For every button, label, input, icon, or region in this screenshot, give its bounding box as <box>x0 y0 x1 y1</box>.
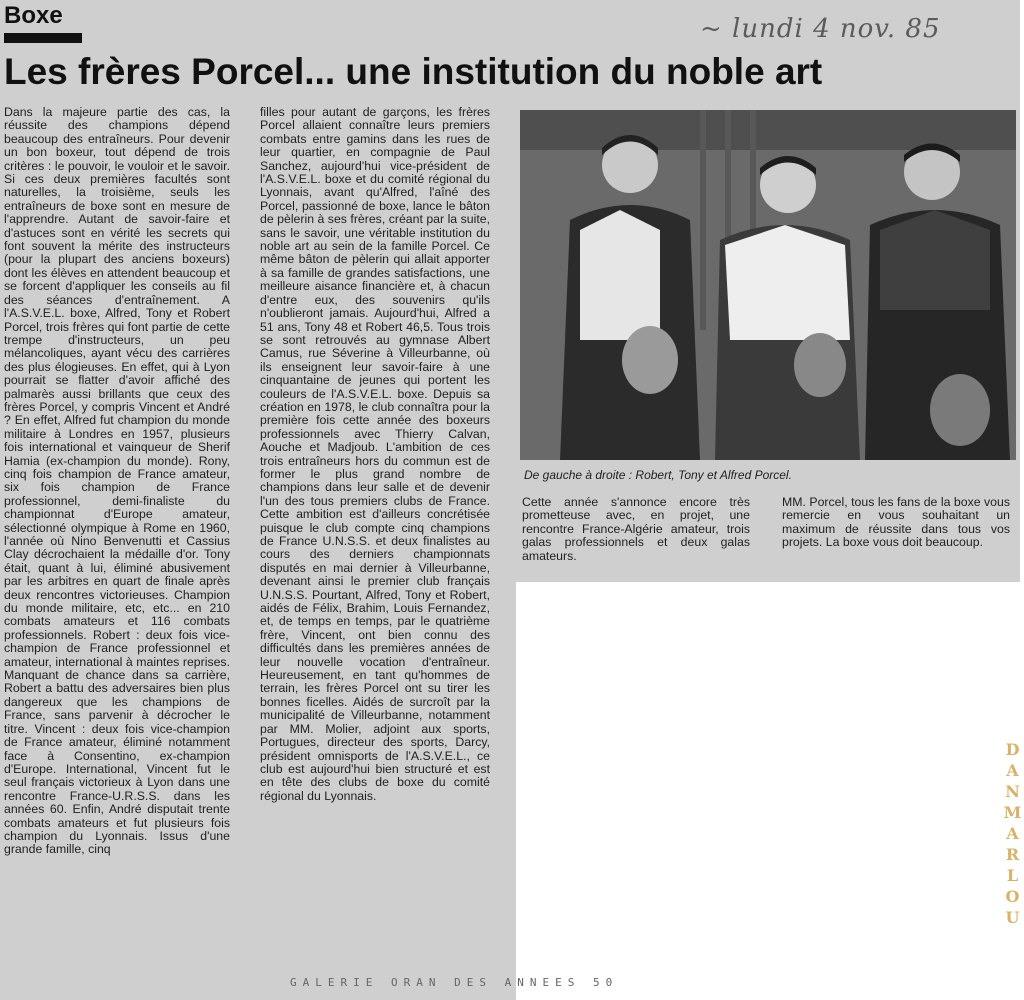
section-underline <box>4 33 82 43</box>
photo-caption: De gauche à droite : Robert, Tony et Alfred Porcel. <box>524 468 792 482</box>
column-3-text: Cette année s'annonce encore très prometteuse avec, en projet, une rencontre France-Algérie amateur, trois galas professionnels et deux galas amateurs. <box>522 495 750 563</box>
blank-area <box>516 582 1024 1000</box>
article-column-4 <box>782 496 1010 550</box>
photo-porcel-brothers <box>520 110 1016 460</box>
article-column-1 <box>4 106 230 986</box>
column-4-text: MM. Porcel, tous les fans de la boxe vous remercie en vous souhaitant un maximum de réussite dans tous vos projets. La boxe vous doit beaucoup. <box>782 495 1010 550</box>
section-label: Boxe <box>4 2 63 29</box>
article-column-3 <box>522 496 750 563</box>
footer-credit: GALERIE ORAN DES ANNEES 50 <box>290 976 619 989</box>
column-2-text: filles pour autant de garçons, les frères Porcel allaient connaître leurs premiers combats entre gamins dans les rues de leur quartier, en compagnie de Paul Sanchez, aujourd'hui vice-président de l'A.S.V.E.L. boxe et du comité régional du Lyonnais, avant qu'Alfred, l'aîné des Porcel, passionné de boxe, lance le bâton de pèlerin à ses frères, créant par la suite, sans le savoir, une véritable institution du noble art au sein de la famille Porcel. Ce même bâton de pèlerin qui allait apporter à sa famille de grandes satisfactions, une meilleure aisance financière et, à chacun d'entre eux, des souvenirs qu'ils n'oublieront jamais. Aujourd'hui, Alfred a 51 ans, Tony 48 et Robert 46,5. Tous trois se sont retrouvés au gymnase Albert Camus, rue Séverine à Villeurbanne, où ils enseignent leur savoir-faire à une cinquantaine de jeunes qui portent les couleurs de l'A.S.V.E.L. boxe. Depuis sa création en 1978, le club connaîtra pour la première fois cette année des boxeurs professionnels avec Thierry Calvan, Aouche et Madjoub. L'ambition de ces trois entraîneurs hors du commun est de former le plus grand nombre de champions dans leur salle et de devenir l'un des tous premiers clubs de France. Cette ambition est d'ailleurs concrétisée puisque le club compte cinq champions de France U.N.S.S. et deux finalistes au cours des derniers championnats disputés en mai dernier à Villeurbanne, devenant ainsi le premier club français U.N.S.S. Pourtant, Alfred, Tony et Robert, aidés de Félix, Brahim, Louis Fernandez, et, de temps en temps, par le quatrième frère, Vincent, ont bien connu des difficultés dans les premières années de leur nouvelle vocation d'entraîneur. Heureusement, en tant qu'hommes de terrain, les frères Porcel ont su tirer les bonnes ficelles. Aidés de surcroît par la municipalité de Villeurbanne, notamment par MM. Molier, adjoint aux sports, Portugues, directeur des sports, Darcy, président omnisports de l'A.S.V.E.L., ce club est aujourd'hui bien structuré et est en tête des clubs de boxe du comité régional du Lyonnais. <box>260 105 490 803</box>
photo-illustration <box>520 110 1016 460</box>
column-1-text: Dans la majeure partie des cas, la réussite des champions dépend beaucoup des entraîneurs. Pour devenir un bon boxeur, tout dépend de trois critères : le pouvoir, le vouloir et le savoir. Si ces deux premières facultés sont naturelles, la troisième, seuls les entraîneurs de boxe sont en mesure de l'apprendre. Autant de savoir-faire et d'astuces sont en vérité les secrets qui font souvent la mérite des instructeurs (pour la plupart des anciens boxeurs) dont les élèves en attendent beaucoup et se forcent d'appliquer les conseils au fil des séances d'entraînement. A l'A.S.V.E.L. boxe, Alfred, Tony et Robert Porcel, trois frères qui font partie de cette trempe d'instructeurs, un peu mélancoliques, ayant vécu des carrières des plus élogieuses. En effet, qui à Lyon pourrait se flatter d'avoir affiché des palmarès aussi brillants que ceux des frères Porcel, y compris Vincent et André ? En effet, Alfred fut champion du monde militaire à Londres en 1957, plusieurs fois international et vainqueur de Sherif Hamia (ex-champion du monde). Rony, cinq fois champion de France amateur, six fois champion de France professionnel, demi-finaliste du championnat d'Europe amateur, sélectionné olympique à Rome en 1960, l'année où Nino Benvenutti et Cassius Clay décrochaient la médaille d'or. Tony était, quant à lui, éliminé abusivement par les arbitres en quart de finale après deux rencontres victorieuses. Champion du monde militaire, etc, etc... en 210 combats amateurs et 116 combats professionnels. Robert : deux fois vice-champion de France professionnel et amateur, international à maintes reprises. Manquant de chance dans sa carrière, Robert a battu des adversaires bien plus dangereux que les champions de France, sans parvenir à décrocher le titre. Vincent : deux fois vice-champion de France amateur, éliminé notamment face à Consentino, ex-champion d'Europe. International, Vincent fut le seul français victorieux à Lyon dans une rencontre France-U.R.S.S. dans les années 60. Enfin, André disputait trente combats amateurs et fut plusieurs fois champion du Lyonnais. Issus d'une grande famille, cinq <box>4 105 230 857</box>
headline: Les frères Porcel... une institution du noble art <box>4 51 823 92</box>
article-column-2 <box>260 106 490 986</box>
handwritten-date: ~ lundi 4 nov. 85 <box>700 14 941 44</box>
watermark: DANMARLOU <box>1003 740 1022 929</box>
